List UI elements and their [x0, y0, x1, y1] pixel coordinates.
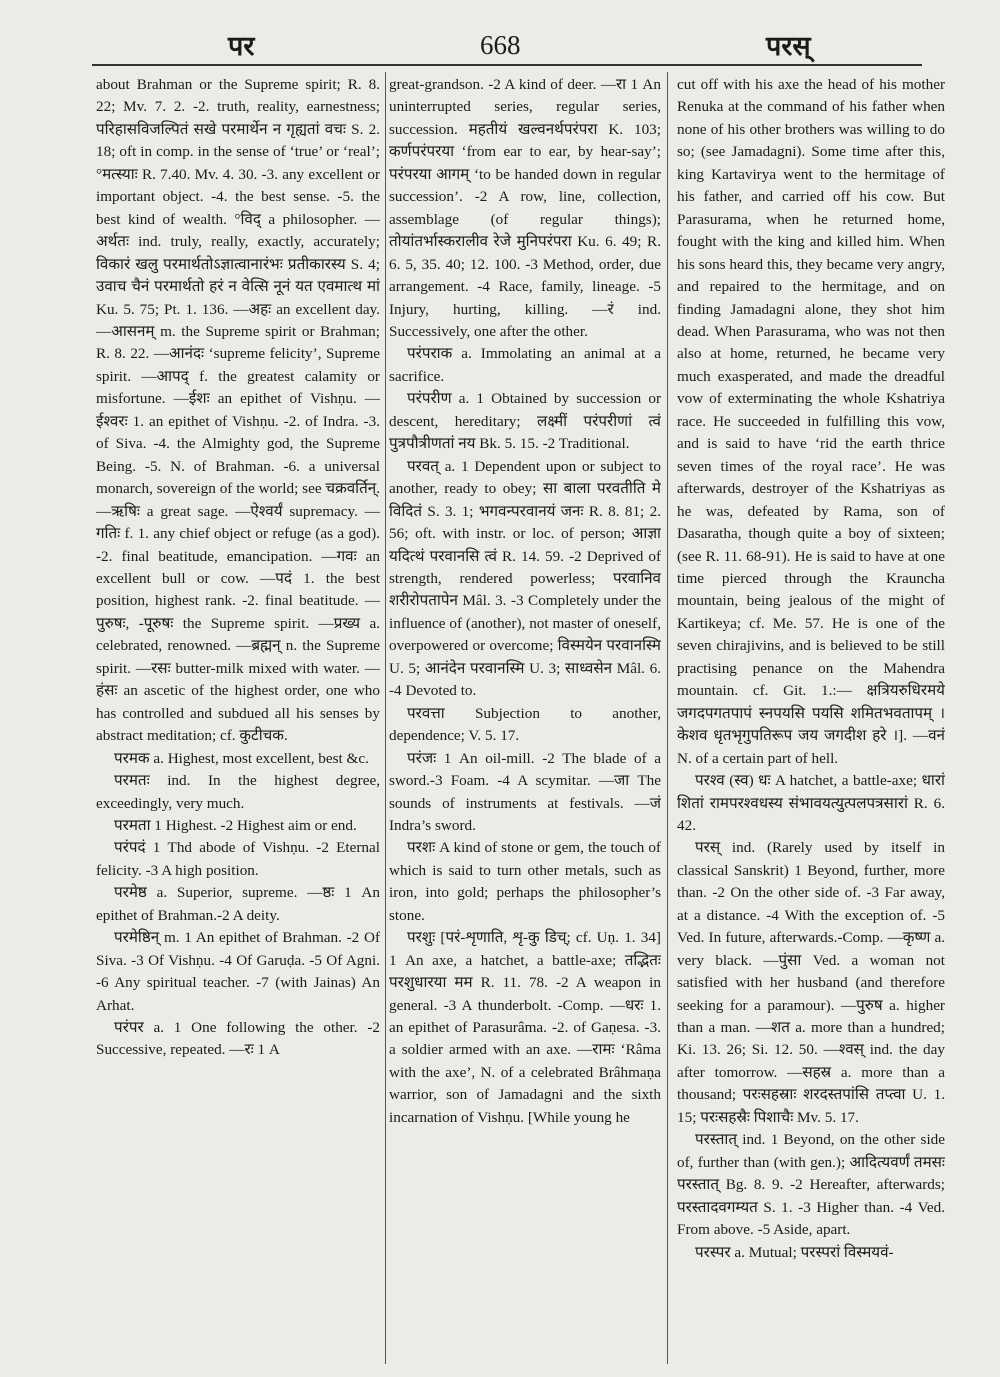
- page-number: 668: [480, 30, 521, 60]
- entry-paragraph: परवत् a. 1 Dependent upon or subject to another, ready to obey; सा बाला परवतीति मे विदितं S. 3. 1; भगवन्परवानयं जनः R. 8. 81; 2. 56; oft. with instr. or loc. of person; आज्ञा यदित्थं परवानसि त्वं R. 14. 59. -2 Deprived of strength, rendered powerless; परवानिव शरीरोपतापेन Mâl. 3. -3 Completely under the influence of (another), not master of oneself, overpowered or overcome; विस्मयेन परवानस्मि U. 5; आनंदेन परवानस्मि U. 3; साध्वसेन Mâl. 6. -4 Devoted to.: [389, 457, 661, 700]
- header-right-word: परस्: [766, 31, 811, 62]
- entry-paragraph: परंजः 1 An oil-mill. -2 The blade of a sword.-3 Foam. -4 A scymitar. —जा The sounds of instruments at festivals. —जं Indra’s sword.: [389, 749, 661, 834]
- entry-paragraph: परशुः [परं-शृणाति, शृ-कु डिच्; cf. Uṇ. 1. 34] 1 An axe, a hatchet, a battle-axe; तद्भितः परशुधारया मम R. 11. 78. -2 A weapon in general. -3 A thunderbolt. -Comp. —धरः 1. an epithet of Parasurâma. -2. of Gaṇesa. -3. a soldier armed with an axe. —रामः ‘Râma with the axe’, N. of a celebrated Brâhmaṇa warrior, son of Jamadagni and the sixth incarnation of Vishṇu. [While young he: [389, 929, 661, 1126]
- entry-paragraph: परंपरीण a. 1 Obtained by succession or descent, hereditary; लक्ष्मीं परंपरीणां त्वं पुत्रपौत्रीणतां नय Bk. 5. 15. -2 Traditional.: [389, 390, 661, 453]
- entry-paragraph: great-grandson. -2 A kind of deer. —रा 1 An uninterrupted series, regular series, succession. महतीयं खल्वनर्थपरंपरा K. 103; कर्णपरंपरया ‘from ear to ear, by hear-say’; परंपरया आगम् ‘to be handed down in regular succession’. -2 A row, line, collection, assemblage (of regular things); तोयांतर्भास्करालीव रेजे मुनिपरंपरा Ku. 6. 49; R. 6. 5, 35. 40; 12. 100. -3 Method, order, due arrangement. -4 Race, family, lineage. -5 Injury, hurting, killing. —रं ind. Successively, one after the other.: [389, 76, 661, 340]
- column-2: [389, 74, 661, 1364]
- entry-paragraph: परशः A kind of stone or gem, the touch of which is said to turn other metals, such as iron, into gold; perhaps the philosopher’s stone.: [389, 839, 661, 924]
- entry-paragraph: परमता 1 Highest. -2 Highest aim or end.: [114, 816, 357, 834]
- entry-paragraph: परस् ind. (Rarely used by itself in classical Sanskrit) 1 Beyond, further, more than. -2 On the other side of. -3 Far away, at a distance. -4 With the exception of. -5 Ved. In future, afterwards.-Comp. —कृष्ण a. very black. —पुंसा Ved. a woman not satisfied with her husband (and therefore seeking for a paramour). —पुरुष a. higher than a man. —शत a. more than a hundred; Ki. 13. 26; Si. 12. 50. —श्वस् ind. the day after tomorrow. —सहस्र a. more than a thousand; परःसहस्राः शरदस्तपांसि तप्त्वा U. 1. 15; परःसहस्रैः पिशाचैः Mv. 5. 17.: [677, 839, 945, 1126]
- entry-paragraph: परमेष्ठिन् m. 1 An epithet of Brahman. -2 Of Siva. -3 Of Vishṇu. -4 Of Garuḍa. -5 Of Agni. -6 Any spiritual teacher. -7 (with Jainas) An Arhat.: [96, 929, 380, 1014]
- entry-paragraph: परंपदं 1 Thd abode of Vishṇu. -2 Eternal felicity. -3 A high position.: [96, 839, 380, 879]
- entry-paragraph: परंपर a. 1 One following the other. -2 Successive, repeated. —रः 1 A: [96, 1019, 380, 1059]
- column-divider: [385, 72, 386, 1364]
- entry-paragraph: about Brahman or the Supreme spirit; R. 8. 22; Mv. 7. 2. -2. truth, reality, earnestness; परिहासविजल्पितं सखे परमार्थेन न गृह्यतां वचः S. 2. 18; oft in comp. in the sense of ‘true’ or ‘real’; °मत्स्याः R. 7.40. Mv. 4. 30. -3. any excellent or important object. -4. the best sense. -5. the best kind of wealth. °विद् a philosopher. —अर्थतः ind. truly, really, exactly, accurately; विकारं खलु परमार्थतोऽज्ञात्वानारंभः प्रतीकारस्य S. 4; उवाच चैनं परमार्थतो हरं न वेत्सि नूनं यत एवमात्थ मां Ku. 5. 75; Pt. 1. 136. —अहः an excellent day. —आसनम् m. the Supreme spirit or Brahman; R. 8. 22. —आनंदः ‘supreme felicity’, Supreme spirit. —आपद् f. the greatest calamity or misfortune. —ईशः an epithet of Vishṇu. —ईश्वरः 1. an epithet of Vishṇu. -2. of Indra. -3. of Siva. -4. the Almighty god, the Supreme Being. -5. N. of Brahman. -6. a universal monarch, sovereign of the world; see चक्रवर्तिन्. —ऋषिः a great sage. —ऐश्वर्यं supremacy. —गतिः f. 1. any chief object or refuge (as a god). -2. final beatitude, emancipation. —गवः an excellent bull or cow. —पदं 1. the best position, highest rank. -2. final beatitude. —पुरुषः, -पूरुषः the Supreme spirit. —प्रख्य a. celebrated, renowned. —ब्रह्मन् n. the Supreme spirit. —रसः butter-milk mixed with water. —हंसः an ascetic of the highest order, one who has controlled and subdued all his senses by abstract meditation; cf. कुटीचक.: [96, 76, 380, 745]
- entry-paragraph: परवत्ता Subjection to another, dependence; V. 5. 17.: [389, 704, 661, 745]
- entry-paragraph: परंपराक a. Immolating an animal at a sacrifice.: [389, 345, 661, 385]
- entry-paragraph: परस्पर a. Mutual; परस्परां विस्मयवं-: [695, 1243, 894, 1261]
- entry-paragraph: परमक a. Highest, most excellent, best &c.: [114, 749, 369, 767]
- header-rule: [92, 64, 922, 66]
- entry-paragraph: परमतः ind. In the highest degree, exceedingly, very much.: [96, 772, 380, 812]
- header-left-word: पर: [228, 31, 255, 62]
- column-1: [96, 74, 380, 1364]
- column-divider: [667, 72, 668, 1364]
- entry-paragraph: परश्व (स्व) धः A hatchet, a battle-axe; धारां शितां रामपरश्वधस्य संभावयत्युत्पलपत्रसारां R. 6. 42.: [677, 772, 945, 834]
- entry-paragraph: परस्तात् ind. 1 Beyond, on the other side of, further than (with gen.); आदित्यवर्णं तमसः परस्तात् Bg. 8. 9. -2 Hereafter, afterwards; परस्तादवगम्यत S. 1. -3 Higher than. -4 Ved. From above. -5 Aside, apart.: [677, 1131, 945, 1239]
- entry-paragraph: परमेष्ठ a. Superior, supreme. —ष्ठः 1 An epithet of Brahman.-2 A deity.: [96, 884, 380, 924]
- column-3: [677, 74, 945, 1364]
- entry-paragraph: cut off with his axe the head of his mother Renuka at the command of his father when none of his other brothers was willing to do so; (see Jamadagni). Some time after this, king Kartavirya went to the hermitage of his father, and carried off his cow. But Parasurama, when he returned home, fought with the king and killed him. When his sons heard this, they became very angry, and repaired to the hermitage, and on finding Jamadagni alone, they shot him dead. When Parasurama, who was not then also at home, returned, he became very much exasperated, and made the dreadful vow of exterminating the whole Kshatriya race. He succeeded in fulfilling this vow, and is said to have ‘rid the earth thrice seven times of the royal race’. He was afterwards, destroyer of the Kshatriyas as he was, defeated by Rama, son of Dasaratha, though quite a boy of sixteen; (see R. 11. 68-91). He is said to have at one time pierced through the Krauncha mountain, being jealous of the might of Kartikeya; cf. Me. 57. He is one of the seven chirajivins, and is believed to be still practising penance on the Mahendra mountain. cf. Git. 1.:— क्षत्रियरुधिरमये जगदपगतपापं स्नपयसि पयसि शमितभवतापम् । केशव धृतभृगुपतिरूप जय जगदीश हरे ।]. —वनं N. of a certain part of hell.: [677, 76, 945, 767]
